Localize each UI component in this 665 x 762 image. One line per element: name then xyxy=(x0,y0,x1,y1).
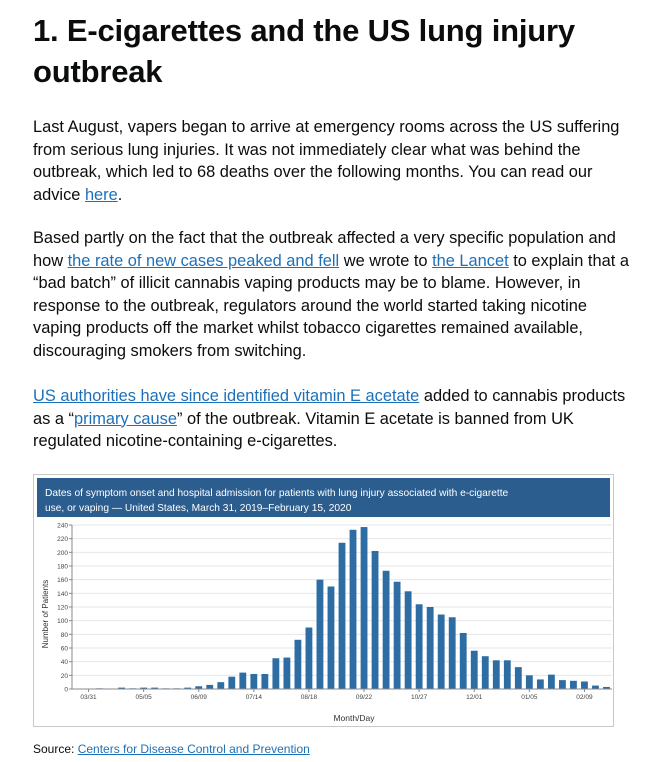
bar xyxy=(537,679,544,689)
x-tick-label: 09/22 xyxy=(355,694,373,701)
bar xyxy=(570,681,577,689)
x-tick-label: 01/05 xyxy=(521,694,538,701)
paragraph-text: we wrote to xyxy=(339,251,433,270)
bar xyxy=(206,685,213,689)
bar xyxy=(559,680,566,689)
paragraph-vitamin-e xyxy=(33,385,633,453)
cases-rate-link[interactable]: the rate of new cases peaked and fell xyxy=(67,251,340,270)
bar xyxy=(239,673,246,689)
bar xyxy=(416,604,423,689)
bar xyxy=(306,628,313,690)
paragraph-intro xyxy=(33,116,633,206)
x-axis-label: Month/Day xyxy=(333,713,375,723)
y-tick-label: 60 xyxy=(60,645,68,653)
x-tick-label: 06/09 xyxy=(190,694,207,701)
y-tick-label: 40 xyxy=(60,659,68,667)
bar xyxy=(438,615,445,689)
y-tick-label: 80 xyxy=(60,631,68,639)
bar xyxy=(261,674,268,689)
bar xyxy=(526,675,533,689)
bar xyxy=(405,591,412,689)
y-tick-label: 100 xyxy=(57,618,68,626)
y-tick-label: 120 xyxy=(57,604,68,612)
y-tick-label: 160 xyxy=(57,577,68,585)
bar xyxy=(548,675,555,689)
bar xyxy=(317,580,324,689)
chart-figure xyxy=(33,474,614,727)
bar xyxy=(493,660,500,689)
y-tick-label: 220 xyxy=(57,536,68,544)
y-tick-label: 0 xyxy=(64,686,68,694)
bar xyxy=(471,651,478,689)
bar xyxy=(515,667,522,689)
chart-title-banner xyxy=(37,478,610,517)
advice-link[interactable]: here xyxy=(84,185,118,204)
y-tick-label: 180 xyxy=(57,563,68,571)
page-title: 1. E-cigarettes and the US lung injury outbreak xyxy=(33,13,575,89)
source-link[interactable]: Centers for Disease Control and Prevention xyxy=(77,742,310,756)
bar xyxy=(272,658,279,689)
bar xyxy=(217,682,224,689)
bar xyxy=(295,640,302,689)
paragraph-text: . xyxy=(117,185,123,204)
x-tick-label: 05/05 xyxy=(135,694,152,701)
source-label: Source: xyxy=(33,742,78,756)
paragraph-text: Last August, vapers began to arrive at emergency rooms across the US suffering from serious lung injuries. It was not immediately clear what was behind the outbreak, which led to 68 deaths over the following months. You can read our advice xyxy=(33,118,620,204)
x-tick-label: 02/09 xyxy=(576,694,593,701)
bar xyxy=(383,571,390,689)
paragraph-lancet xyxy=(33,227,633,363)
bar xyxy=(449,617,456,689)
bar xyxy=(328,587,335,690)
paragraph-text: Based partly on the fact that the outbreak affected a very specific population and how xyxy=(33,229,616,270)
vitamin-e-link[interactable]: US authorities have since identified vitamin E acetate xyxy=(33,387,420,405)
bar xyxy=(250,674,257,689)
bar xyxy=(581,681,588,689)
x-tick-label: 03/31 xyxy=(80,694,97,701)
x-tick-label: 07/14 xyxy=(245,694,262,701)
source-note xyxy=(33,742,310,756)
chart-title-line: use, or vaping — United States, March 31, 2019–February 15, 2020 xyxy=(45,503,352,514)
y-tick-label: 140 xyxy=(57,590,68,598)
x-tick-label: 12/01 xyxy=(466,694,483,701)
bar xyxy=(283,658,290,689)
primary-cause-link[interactable]: primary cause xyxy=(74,409,177,428)
bar xyxy=(394,582,401,689)
y-tick-label: 200 xyxy=(57,549,68,557)
bar-chart xyxy=(34,519,613,726)
lancet-link[interactable]: the Lancet xyxy=(432,251,509,270)
paragraph-text: added to cannabis products as a “ xyxy=(33,387,626,428)
paragraph-text: to explain that a “bad batch” of illicit cannabis vaping products may be to blame. However, in response to the outbreak, regulators around the world started taking nicotine vaping products off the market whilst tobacco cigarettes remained available, discouraging smokers from switching. xyxy=(33,251,629,360)
x-tick-label: 08/18 xyxy=(300,694,318,701)
x-tick-label: 10/27 xyxy=(411,694,428,701)
bar xyxy=(592,686,599,689)
bar xyxy=(504,660,511,689)
bar xyxy=(361,527,368,689)
bar xyxy=(228,677,235,689)
y-tick-label: 240 xyxy=(57,522,68,530)
paragraph-text: ” of the outbreak. Vitamin E acetate is banned from UK regulated nicotine-containing e-cigarettes. xyxy=(33,409,574,451)
y-tick-label: 20 xyxy=(60,672,68,680)
bar xyxy=(482,656,489,689)
bar xyxy=(350,530,357,689)
bar xyxy=(372,551,379,689)
bar xyxy=(339,543,346,689)
bar xyxy=(427,607,434,689)
chart-title-line: Dates of symptom onset and hospital admission for patients with lung injury associated with e-cigarette xyxy=(45,488,509,499)
y-axis-label: Number of Patients xyxy=(41,579,50,649)
bar xyxy=(460,633,467,689)
